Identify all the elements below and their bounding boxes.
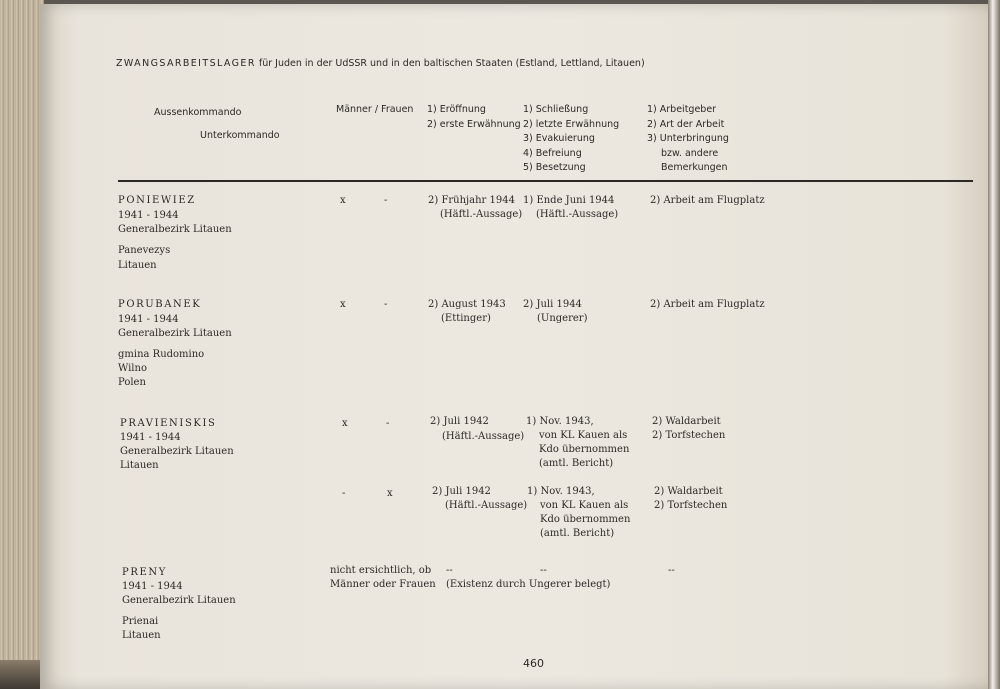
- closing-line: (Häftl.-Aussage): [536, 209, 619, 220]
- entry-name-pravieniskis: PRAVIENISKIS: [120, 418, 217, 429]
- opening-line: 2) Juli 1942: [430, 416, 489, 427]
- header-col5-line5: Bemerkungen: [661, 162, 728, 173]
- header-col5-line1: 1) Arbeitgeber: [647, 104, 717, 115]
- entry-place-line: Generalbezirk Litauen: [120, 446, 234, 457]
- header-maenner-frauen: Männer / Frauen: [336, 104, 414, 115]
- closing-line: (amtl. Bericht): [539, 458, 614, 469]
- entry-sub-line: Litauen: [122, 630, 161, 641]
- closing-line: Kdo übernommen: [540, 514, 631, 525]
- header-col5-line3: 3) Unterbringung: [647, 133, 729, 144]
- men-mark: x: [340, 195, 346, 206]
- entry-sub-line: Prienai: [122, 616, 159, 627]
- header-col5-line4: bzw. andere: [661, 148, 719, 159]
- entry-sub-line: Panevezys: [118, 245, 171, 256]
- book-page-edges: [0, 0, 44, 689]
- remarks-line: 2) Torfstechen: [654, 500, 728, 511]
- entry-place-line: Generalbezirk Litauen: [118, 328, 232, 339]
- closing-line: --: [540, 565, 547, 576]
- closing-line: (Ungerer): [537, 313, 588, 324]
- mf-note-line: nicht ersichtlich, ob: [330, 565, 432, 576]
- header-col3-line1: 1) Eröffnung: [427, 104, 486, 115]
- closing-line: 2) Juli 1944: [523, 299, 582, 310]
- closing-line: 1) Nov. 1943,: [526, 416, 594, 427]
- remarks-line: --: [668, 565, 675, 576]
- closing-line: von KL Kauen als: [540, 500, 629, 511]
- entry-sub-line: Wilno: [118, 363, 147, 374]
- entry-place-line: Generalbezirk Litauen: [118, 224, 232, 235]
- header-rule: [118, 180, 973, 182]
- opening-line: (Häftl.-Aussage): [445, 500, 528, 511]
- page-title: [116, 56, 645, 71]
- remarks-line: 2) Waldarbeit: [654, 486, 723, 497]
- opening-line: (Häftl.-Aussage): [442, 431, 525, 442]
- header-unterkommando: Unterkommando: [200, 130, 280, 141]
- book-right-edge: [988, 0, 1000, 689]
- remarks-line: 2) Torfstechen: [652, 430, 726, 441]
- title-lead: ZWANGSARBEITSLAGER: [116, 58, 256, 69]
- entry-place-line: Generalbezirk Litauen: [122, 595, 236, 606]
- entry-sub-line: Litauen: [118, 260, 157, 271]
- closing-line: 1) Nov. 1943,: [527, 486, 595, 497]
- women-mark: -: [384, 195, 388, 206]
- closing-line: 1) Ende Juni 1944: [523, 195, 615, 206]
- remarks-line: 2) Arbeit am Flugplatz: [650, 299, 765, 310]
- header-col4-line4: 4) Befreiung: [523, 148, 582, 159]
- header-col3-line2: 2) erste Erwähnung: [427, 119, 521, 130]
- entry-place-line: 1941 - 1944: [118, 314, 179, 325]
- men-mark: x: [340, 299, 346, 310]
- entry-name-porubanek: PORUBANEK: [118, 299, 202, 310]
- women-mark: -: [386, 418, 390, 429]
- header-col4-line3: 3) Evakuierung: [523, 133, 595, 144]
- entry-sub-line: gmina Rudomino: [118, 349, 205, 360]
- header-col4-line2: 2) letzte Erwähnung: [523, 119, 620, 130]
- closing-line: von KL Kauen als: [539, 430, 628, 441]
- remarks-line: 2) Waldarbeit: [652, 416, 721, 427]
- women-mark: x: [387, 488, 393, 499]
- entry-name-preny: PRENY: [122, 567, 167, 578]
- header-col4-line1: 1) Schließung: [523, 104, 589, 115]
- opening-line: 2) August 1943: [428, 299, 506, 310]
- entry-place-line: Litauen: [120, 460, 159, 471]
- title-rest: für Juden in der UdSSR und in den baltischen Staaten (Estland, Lettland, Litauen): [258, 58, 645, 69]
- closing-line: Kdo übernommen: [539, 444, 630, 455]
- header-aussenkommando: Aussenkommando: [154, 107, 242, 118]
- men-mark: -: [342, 488, 346, 499]
- remarks-line: 2) Arbeit am Flugplatz: [650, 195, 765, 206]
- men-mark: x: [342, 418, 348, 429]
- entry-place-line: 1941 - 1944: [122, 581, 183, 592]
- opening-line: (Ettinger): [441, 313, 491, 324]
- entry-name-poniewiez: PONIEWIEZ: [118, 195, 196, 206]
- header-col5-line2: 2) Art der Arbeit: [647, 119, 725, 130]
- opening-line: 2) Juli 1942: [432, 486, 491, 497]
- mf-note-line: Männer oder Frauen: [330, 579, 436, 590]
- entry-sub-line: Polen: [118, 377, 146, 388]
- entry-place-line: 1941 - 1944: [120, 432, 181, 443]
- opening-line: 2) Frühjahr 1944: [428, 195, 515, 206]
- header-col4-line5: 5) Besetzung: [523, 162, 586, 173]
- entry-place-line: 1941 - 1944: [118, 210, 179, 221]
- opening-line: (Existenz durch Ungerer belegt): [446, 579, 611, 590]
- women-mark: -: [384, 299, 388, 310]
- opening-line: --: [446, 565, 453, 576]
- closing-line: (amtl. Bericht): [540, 528, 615, 539]
- page-number: 460: [523, 657, 544, 670]
- opening-line: (Häftl.-Aussage): [440, 209, 523, 220]
